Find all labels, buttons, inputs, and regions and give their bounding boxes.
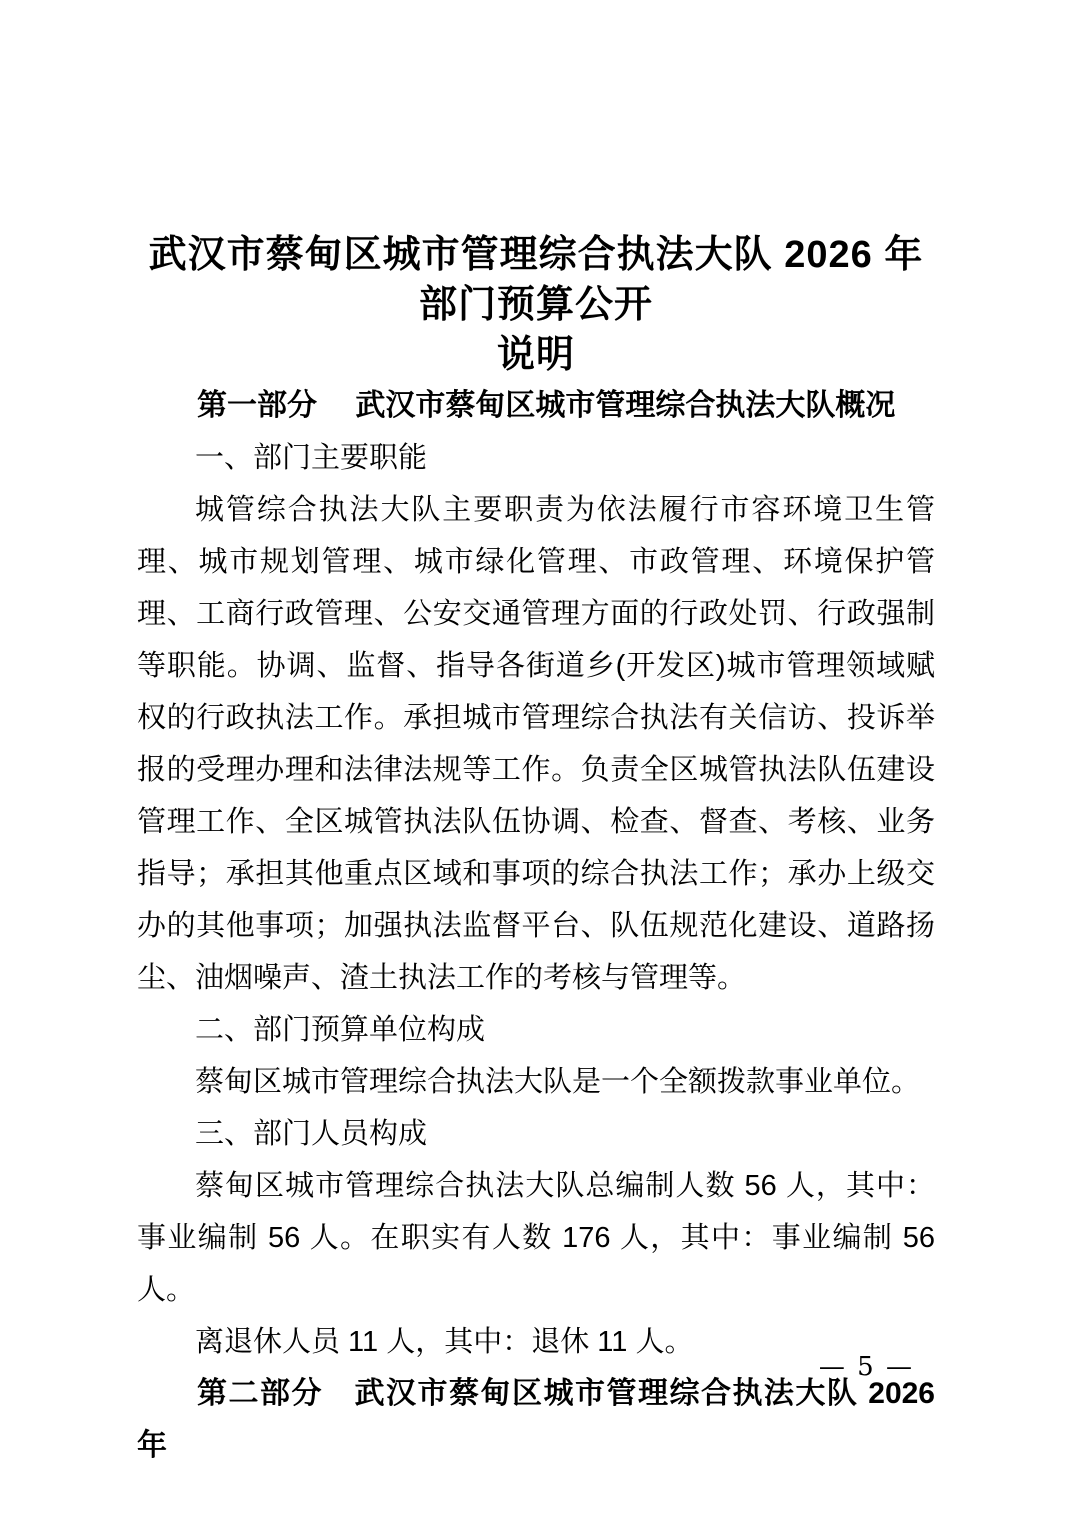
part1-paragraph-functions-body: 城管综合执法大队主要职责为依法履行市容环境卫生管理、城市规划管理、城市绿化管理、市政管理、环境保护管理、工商行政管理、公安交通管理方面的行政处罚、行政强制等职能。协调、监督、指导各街道乡(开发区)城市管理领域赋权的行政执法工作。承担城市管理综合执法有关信访、投诉举报的受理办理和法律法规等工作。负责全区城管执法队伍建设管理工作、全区城管执法队伍协调、检查、督查、考核、业务指导；承担其他重点区域和事项的综合执法工作；承办上级交办的其他事项；加强执法监督平台、队伍规范化建设、道路扬尘、油烟噪声、渣土执法工作的考核与管理等。 (137, 494, 935, 994)
part1-subheading-budget-units: 二、部门预算单位构成 (195, 1014, 486, 1046)
document-title (137, 230, 935, 380)
title-line-3: 说明 (496, 334, 575, 376)
document-content (137, 0, 944, 1472)
part2-heading: 第二部分 武汉市蔡甸区城市管理综合执法大队 2026 年 (137, 1377, 944, 1462)
part1-paragraph-budget-units-body: 蔡甸区城市管理综合执法大队是一个全额拨款事业单位。 (195, 1066, 921, 1098)
page-number: — 5 — (818, 1352, 914, 1382)
part1-heading: 第一部分 武汉市蔡甸区城市管理综合执法大队概况 (197, 389, 896, 422)
title-line-2: 部门预算公开 (418, 284, 653, 326)
title-line-1: 武汉市蔡甸区城市管理综合执法大队 2026 年 (148, 234, 924, 276)
part1-subheading-personnel: 三、部门人员构成 (195, 1118, 428, 1150)
part1-paragraph-retirees: 离退休人员 11 人，其中：退休 11 人。 (195, 1326, 694, 1358)
part1-paragraph-personnel-body: 蔡甸区城市管理综合执法大队总编制人数 56 人，其中：事业编制 56 人。在职实有人数 176 人，其中：事业编制 56 人。 (137, 1170, 935, 1306)
part1-subheading-functions: 一、部门主要职能 (195, 442, 428, 474)
